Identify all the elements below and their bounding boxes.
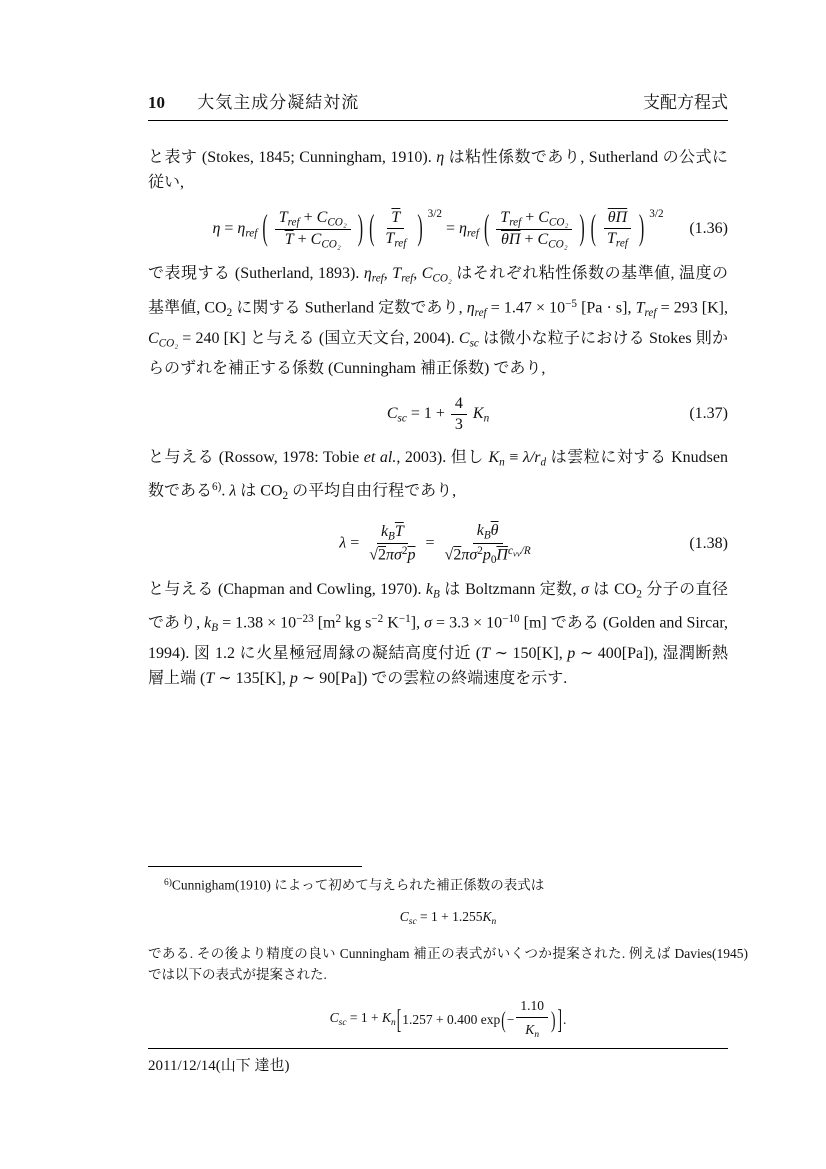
text-segment: vv	[512, 548, 521, 559]
text-segment: C	[329, 1009, 339, 1025]
text-segment: n	[391, 1017, 396, 1028]
text-segment: ≡	[504, 449, 523, 467]
math-exponent	[649, 208, 664, 237]
text-segment: −1	[398, 613, 411, 626]
footnote-text-intro	[148, 873, 748, 896]
text-segment: ∼ 135[K],	[214, 670, 290, 688]
text-segment: p	[567, 645, 576, 663]
right-paren: )	[579, 209, 585, 248]
text-segment: , 2003). 但し	[396, 449, 489, 467]
text-segment: 4	[454, 394, 463, 412]
text-segment: T	[607, 230, 616, 248]
equation-body	[339, 522, 536, 565]
text-segment: +	[293, 231, 311, 249]
numerator	[377, 523, 408, 544]
text-segment: 2	[226, 306, 233, 319]
equation-1-37	[148, 394, 728, 434]
text-segment: 2	[477, 544, 483, 557]
text-segment: λ/r	[522, 449, 541, 467]
left-bracket: [	[396, 1004, 402, 1035]
left-paren: (	[262, 209, 268, 248]
text-segment: η	[466, 299, 475, 317]
text-segment: は微小な粒子における Stokes 則からのずれを補正する係数 (Cunningham 補正係数) であり,	[148, 329, 728, 378]
text-segment: k	[425, 580, 434, 598]
text-segment: =	[346, 534, 364, 552]
text-segment: √	[369, 547, 379, 565]
math-segment	[402, 1009, 500, 1030]
text-segment: σ	[469, 546, 478, 564]
numerator	[451, 395, 467, 415]
text-segment: =	[425, 534, 439, 552]
page-footer	[148, 1048, 728, 1075]
text-segment: 0	[490, 553, 497, 566]
text-segment: sc	[338, 1017, 347, 1028]
fraction	[441, 522, 535, 565]
text-segment: n	[499, 456, 505, 469]
text-segment: CO₂	[432, 272, 452, 285]
text-segment: k	[380, 523, 389, 541]
text-segment: で表現する (Sutherland, 1893).	[148, 265, 364, 283]
left-paren: (	[501, 1006, 506, 1034]
text-segment: = 1 +	[346, 1009, 383, 1025]
numerator	[387, 209, 404, 229]
text-segment: 2	[378, 547, 387, 565]
numerator	[275, 209, 351, 230]
text-segment: C	[310, 231, 322, 249]
text-segment: ref	[245, 227, 258, 240]
text-segment: K	[383, 614, 399, 632]
text-segment: $\overline{\theta\Pi}$	[501, 231, 521, 249]
text-segment: [Pa · s],	[576, 299, 636, 317]
text-segment: = 1.38 × 10	[218, 614, 297, 632]
text-segment: は雲粒に対する Knudsen 数である	[148, 449, 728, 501]
text-segment: T	[392, 265, 402, 283]
text-segment: 3/2	[427, 208, 442, 220]
math-segment	[472, 404, 490, 425]
fraction	[365, 523, 419, 565]
equation-number: (1.37)	[689, 405, 728, 423]
text-segment: −5	[565, 297, 577, 310]
text-segment: T	[385, 230, 395, 248]
text-segment: = 1.47 × 10	[486, 299, 566, 317]
denominator	[365, 544, 419, 565]
text-segment: .	[221, 483, 230, 501]
text-segment: 1.10	[520, 997, 544, 1013]
text-segment: √	[444, 546, 454, 564]
text-segment: = 240 [K] と与える (国立天文台, 2004).	[178, 329, 459, 347]
text-segment: η	[436, 149, 445, 166]
right-paren: )	[417, 209, 423, 248]
footer-date-author: 2011/12/14(山下 達也)	[148, 1058, 290, 1074]
text-segment: は Boltzmann 定数,	[439, 580, 581, 598]
equation-number: (1.36)	[689, 220, 728, 238]
text-segment: CO₂	[548, 216, 569, 229]
text-segment: n	[491, 916, 497, 927]
text-segment: 3	[454, 415, 463, 433]
text-segment: ref	[644, 306, 657, 319]
text-segment: σ	[580, 580, 589, 598]
denominator	[603, 229, 632, 249]
text-segment: ref	[615, 237, 628, 250]
text-segment: = 293 [K],	[656, 299, 728, 317]
text-segment: はそれぞれ粘性係数の基準値, 温度の基準値, CO	[148, 265, 728, 317]
text-segment: CO₂	[327, 216, 347, 229]
denominator	[381, 229, 410, 249]
paragraph-stokes	[148, 145, 728, 195]
right-paren: )	[357, 209, 364, 248]
text-segment: η	[237, 220, 246, 238]
text-segment: T	[278, 208, 288, 226]
paragraph-sutherland	[148, 261, 728, 381]
left-paren: (	[483, 209, 490, 248]
fraction	[516, 995, 548, 1046]
fraction	[496, 209, 572, 251]
math-segment	[563, 1009, 566, 1030]
right-bracket: ]	[557, 1004, 562, 1035]
text-segment: T	[481, 645, 491, 663]
text-segment: d	[540, 456, 547, 469]
text-segment: =	[220, 220, 238, 238]
text-segment: K	[525, 1021, 535, 1037]
denominator	[521, 1018, 543, 1046]
page-number: 10	[148, 93, 165, 112]
fraction	[603, 209, 632, 249]
left-paren: (	[590, 209, 596, 248]
math-segment	[507, 1009, 515, 1030]
numerator	[496, 209, 572, 230]
text-segment: に関する Sutherland 定数であり,	[232, 299, 467, 317]
text-segment: B	[388, 530, 395, 543]
text-segment: B	[433, 588, 440, 601]
numerator	[473, 522, 503, 543]
text-segment: −10	[502, 613, 520, 626]
text-segment: ,	[383, 265, 393, 283]
text-segment: 2	[401, 545, 408, 558]
denominator	[281, 230, 345, 250]
footnote-area	[148, 866, 748, 1055]
text-segment: 分子の直径であり,	[148, 580, 728, 632]
footnote-rule	[148, 866, 362, 867]
text-segment: −	[506, 1012, 515, 1028]
text-segment: K	[482, 908, 492, 924]
footer-rule	[148, 1048, 728, 1049]
text-segment: 2	[636, 588, 642, 601]
text-segment: λ	[229, 483, 237, 501]
math-segment	[386, 404, 449, 425]
text-segment: k	[476, 522, 484, 540]
header-right	[643, 88, 728, 113]
math-segment	[426, 535, 439, 552]
header-rule	[148, 120, 728, 121]
text-segment: と与える (Rossow, 1978: Tobie	[148, 449, 364, 467]
text-segment: p	[482, 546, 491, 564]
text-segment: C	[386, 404, 398, 422]
math-segment	[330, 1007, 396, 1034]
right-paren: )	[550, 1006, 556, 1034]
text-segment: η	[212, 220, 221, 238]
text-segment: K	[488, 449, 500, 467]
text-segment: ref	[371, 272, 384, 285]
text-segment: Cunnigham(1910) によって初めて与えられた補正係数の表式は	[171, 877, 545, 893]
text-segment: +	[521, 208, 539, 226]
text-column	[148, 88, 728, 691]
text-segment: ,	[413, 265, 422, 283]
text-segment: C	[421, 265, 433, 283]
text-segment: は粘性係数であり, Sutherland の公式に従い,	[148, 149, 728, 191]
footnote-equation-davies	[148, 995, 748, 1046]
math-segment	[339, 535, 363, 552]
text-segment: B	[483, 529, 491, 542]
fraction	[381, 209, 410, 249]
left-paren: (	[369, 209, 375, 248]
equation-number: (1.38)	[689, 535, 728, 553]
text-segment: π	[461, 546, 470, 564]
text-segment: −23	[296, 613, 314, 626]
denominator	[451, 415, 467, 434]
text-segment: と表す (Stokes, 1845; Cunningham, 1910).	[148, 149, 437, 166]
text-segment: π	[386, 547, 395, 565]
text-segment: σ	[424, 614, 432, 632]
paragraph-knudsen	[148, 445, 728, 509]
text-segment: σ	[394, 547, 402, 565]
text-segment: CO₂	[548, 238, 568, 251]
text-segment: λ	[339, 534, 347, 552]
text-segment: $\overline{\Pi}$	[496, 546, 508, 564]
header-left	[148, 88, 359, 113]
text-segment: ∼ 90[Pa]) での雲粒の終端速度を示す.	[297, 670, 568, 688]
text-segment: sc	[397, 412, 407, 425]
text-segment: sc	[469, 337, 479, 350]
math-segment	[212, 220, 261, 240]
text-segment: ref	[401, 272, 414, 285]
text-segment: n	[534, 1029, 540, 1040]
text-segment: 2	[335, 613, 342, 626]
denominator	[497, 230, 572, 250]
text-segment: C	[538, 208, 549, 226]
text-segment: ref	[474, 306, 487, 319]
text-segment: ref	[509, 216, 522, 229]
text-segment: −2	[371, 613, 384, 626]
text-segment: sc	[408, 916, 417, 927]
text-segment: $\overline{T}$	[394, 523, 404, 541]
text-segment: $\overline{\theta}$	[490, 522, 499, 540]
text-segment: = 3.3 × 10	[432, 614, 503, 632]
text-segment: 2	[453, 546, 462, 564]
text-segment: B	[211, 622, 219, 635]
math-exponent	[427, 208, 442, 237]
text-segment: kg s	[341, 614, 372, 632]
text-segment: +	[299, 208, 317, 226]
text-segment: /R	[520, 544, 531, 557]
text-segment: ∼ 400[Pa]), 湿潤断熱層上端 (	[148, 645, 728, 688]
text-segment: ref	[287, 216, 300, 229]
text-segment: =	[445, 220, 459, 238]
text-segment: 6)	[212, 481, 222, 494]
text-segment: k	[204, 614, 212, 632]
equation-1-38	[148, 522, 728, 565]
text-segment: = 1 +	[406, 404, 449, 422]
text-segment: C	[537, 231, 549, 249]
equation-body	[212, 208, 663, 250]
text-segment: の平均自由行程であり,	[288, 483, 457, 501]
text-segment: $\overline{T}$	[391, 209, 401, 227]
header-chapter-title: 大気主成分凝結対流	[197, 93, 360, 112]
denominator	[441, 544, 535, 566]
numerator	[516, 995, 548, 1018]
text-segment: CO₂	[321, 238, 341, 251]
header-section-title: 支配方程式	[643, 93, 728, 112]
text-segment: T	[500, 208, 510, 226]
text-segment: ref	[466, 227, 479, 240]
text-segment: .	[562, 1012, 567, 1028]
text-segment: C	[316, 208, 328, 226]
fraction	[275, 209, 351, 251]
equation-1-36	[148, 208, 728, 250]
text-segment: $\overline{T}$	[284, 231, 294, 249]
text-segment: $\overline{\theta\Pi}$	[607, 209, 628, 227]
text-segment: 1.257 + 0.400 exp	[402, 1012, 501, 1028]
math-segment	[400, 906, 496, 933]
text-segment: T	[205, 670, 215, 688]
text-segment: ∼ 150[K],	[490, 645, 568, 663]
text-segment: CO₂	[158, 337, 179, 350]
text-segment: = 1 + 1.255	[416, 908, 483, 924]
text-segment: C	[458, 329, 470, 347]
text-segment: 6)	[164, 878, 172, 888]
fraction	[451, 395, 467, 434]
text-segment: [m	[313, 614, 336, 632]
text-segment: ],	[410, 614, 425, 632]
text-segment: c	[507, 544, 513, 557]
text-segment: は CO	[588, 580, 637, 598]
text-segment: C	[148, 329, 159, 347]
text-segment: ref	[394, 237, 407, 250]
paragraph-boltzmann	[148, 577, 728, 691]
right-paren: )	[638, 209, 645, 248]
text-segment: n	[483, 412, 490, 425]
numerator	[604, 209, 631, 229]
page-header	[148, 88, 728, 113]
footnote-equation-cunningham	[148, 906, 748, 933]
text-segment: と与える (Chapman and Cowling, 1970).	[148, 580, 426, 598]
text-segment: η	[363, 265, 372, 283]
text-segment: C	[399, 908, 409, 924]
text-segment: $\overline{p}$	[407, 547, 416, 565]
equation-body	[387, 395, 489, 434]
text-segment: K	[382, 1009, 392, 1025]
text-segment: T	[635, 299, 645, 317]
math-segment	[445, 220, 483, 240]
text-segment: である. その後より精度の良い Cunningham 補正の表式がいくつか提案された. 例えば Davies(1945) では以下の表式が提案された.	[148, 945, 748, 982]
text-segment: η	[459, 220, 467, 238]
text-segment: 2	[282, 490, 289, 503]
text-segment: et al.	[363, 449, 397, 467]
text-segment: は CO	[236, 483, 283, 501]
footnote-text-davies	[148, 943, 748, 985]
text-segment: 3/2	[649, 208, 664, 220]
text-segment: [m] である (Golden and Sircar, 1994). 図 1.2 に火星極冠周縁の凝結高度付近 (	[148, 614, 729, 663]
text-segment: p	[289, 670, 298, 688]
text-segment: +	[520, 231, 538, 249]
text-segment: K	[472, 404, 484, 422]
